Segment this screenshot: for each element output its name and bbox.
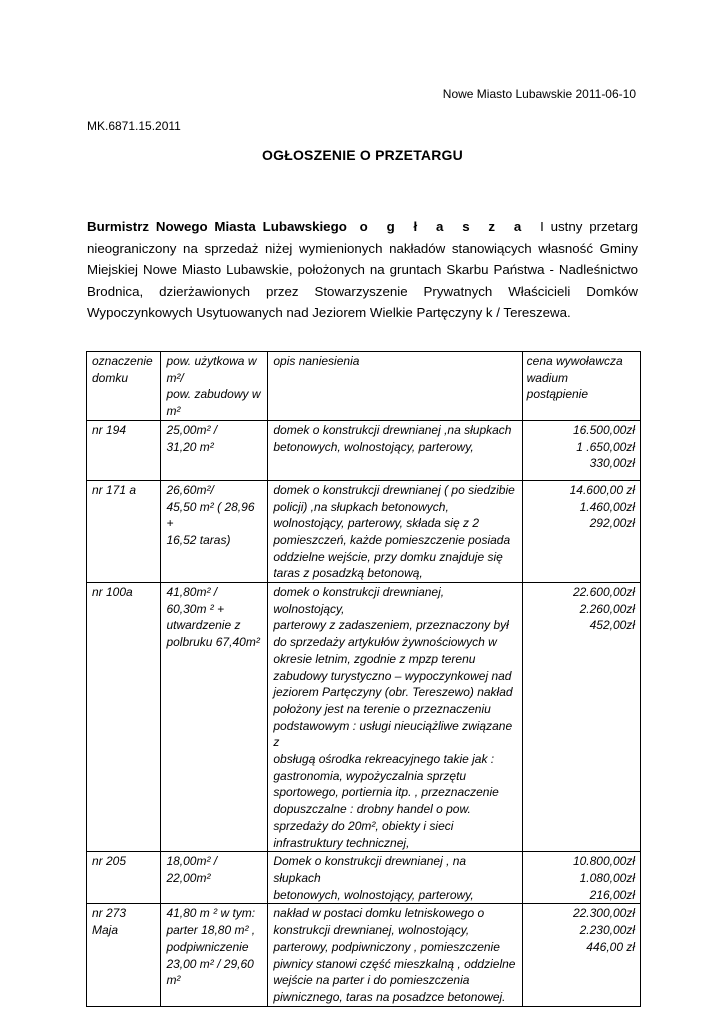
lot-description-line: parterowy, podpiwniczony , pomieszczenie xyxy=(273,939,500,954)
lot-prices-line: 10.800,00zł xyxy=(572,854,635,869)
table-row xyxy=(87,420,641,480)
lot-description-line: pomieszczeń, każde pomieszczenie posiada xyxy=(273,532,511,547)
lot-area-line: 22,00m² xyxy=(166,870,211,885)
lot-prices-line: 1 .650,00zł xyxy=(576,439,635,454)
lot-description-line: policji) ,na słupkach betonowych, xyxy=(273,499,449,514)
lot-area xyxy=(161,904,268,1006)
lot-id-line: nr 100a xyxy=(92,585,133,600)
lot-prices-line: 16.500,00zł xyxy=(572,422,635,437)
issuer: Burmistrz Nowego Miasta Lubawskiego xyxy=(87,219,347,234)
lot-description-line: sprzedaży do 20m², obiekty i sieci xyxy=(273,818,454,833)
lot-description-line: parterowy z zadaszeniem, przeznaczony był xyxy=(273,618,509,633)
lot-description-line: wolnostojący, parterowy, składa się z 2 xyxy=(273,516,479,531)
header-area-line: m² xyxy=(166,404,181,419)
lot-id-line: nr 171 a xyxy=(92,482,137,497)
table-row xyxy=(87,480,641,582)
reference-number: MK.6871.15.2011 xyxy=(87,119,181,133)
lot-prices xyxy=(522,852,640,904)
lot-description-line: piwnicy stanowi część mieszkalną , oddzielne xyxy=(273,956,516,971)
lot-id-line: nr 194 xyxy=(92,422,127,437)
lot-description-line: gastronomia, wypożyczalnia sprzętu xyxy=(273,768,467,783)
header-area-line: pow. zabudowy w xyxy=(166,387,261,402)
lot-prices-line: 1.460,00zł xyxy=(579,499,635,514)
lot-area-line: 41,80 m ² w tym: xyxy=(166,906,256,921)
lot-prices-line: 452,00zł xyxy=(589,618,635,633)
lot-description-line: obsługą ośrodka rekreacyjnego takie jak : xyxy=(273,752,495,767)
lot-prices-line: 1.080,00zł xyxy=(579,870,635,885)
lot-area-line: polbruku 67,40m² xyxy=(166,635,260,650)
lot-description-line: podstawowym : usługi nieuciążliwe związane z xyxy=(273,718,513,750)
lot-area-line: 31,20 m² xyxy=(166,439,214,454)
header-description xyxy=(268,352,522,421)
lot-area xyxy=(161,480,268,582)
lot-description-line: domek o konstrukcji drewnianej ,na słupkach xyxy=(273,422,512,437)
lot-area-line: 25,00m² / xyxy=(166,422,218,437)
lot-description-line: Domek o konstrukcji drewnianej , na słupkach xyxy=(273,854,467,885)
header-price-line: cena wywoławcza xyxy=(526,354,623,368)
lot-description-line: jeziorem Partęczyny (obr. Tereszewo) nakład xyxy=(273,685,513,700)
table-row xyxy=(87,904,641,1006)
header-description-line: opis naniesienia xyxy=(273,354,360,368)
lot-description-line: infrastruktury technicznej, xyxy=(273,835,410,850)
place-date: Nowe Miasto Lubawskie 2011-06-10 xyxy=(442,87,636,101)
lot-prices-line: 2.230,00zł xyxy=(579,923,635,938)
lot-prices-line: 330,00zł xyxy=(589,456,635,471)
lot-prices-line: 2.260,00zł xyxy=(579,601,635,616)
lot-description-line: położony jest na terenie o przeznaczeniu xyxy=(273,701,491,716)
lot-area-line: 26,60m²/ xyxy=(166,482,214,497)
lot-area xyxy=(161,852,268,904)
table-row xyxy=(87,583,641,852)
lot-description-line: okresie letnim, zgodnie z mpzp terenu xyxy=(273,651,476,666)
lot-prices xyxy=(522,904,640,1006)
lot-prices-line: 292,00zł xyxy=(589,516,635,531)
lot-description xyxy=(268,480,522,582)
lot-id xyxy=(87,904,161,1006)
lot-prices-line: 14.600,00 zł xyxy=(569,482,635,497)
lot-description-line: taras z posadzką betonową, xyxy=(273,566,423,581)
lot-id-line: nr 205 xyxy=(92,854,127,869)
header-price-line: postąpienie xyxy=(526,387,589,402)
lot-area-line: 18,00m² / xyxy=(166,854,218,869)
header-price xyxy=(522,352,640,421)
header-area xyxy=(161,352,268,421)
header-id xyxy=(87,352,161,421)
lot-id xyxy=(87,480,161,582)
lot-id-line: nr 273 xyxy=(92,906,127,921)
header-id-line: domku xyxy=(92,370,129,385)
lot-description xyxy=(268,420,522,480)
lot-description-line: konstrukcji drewnianej, wolnostojący, xyxy=(273,923,470,938)
header-area-line: pow. użytkowa w xyxy=(166,354,257,368)
lot-area-line: utwardzenie z xyxy=(166,618,241,633)
lot-area-line: parter 18,80 m² , xyxy=(166,923,256,938)
header-price-line: wadium xyxy=(526,370,568,385)
lot-description-line: betonowych, wolnostojący, parterowy, xyxy=(273,887,474,902)
lot-description-line: dopuszczalne : drobny handel o pow. xyxy=(273,802,471,817)
lots-table xyxy=(86,351,641,1007)
lot-prices-line: 216,00zł xyxy=(589,887,635,902)
lot-area-line: 45,50 m² ( 28,96 + xyxy=(166,499,255,531)
lot-area-line: m² xyxy=(166,973,181,988)
lot-area-line: 60,30m ² + xyxy=(166,601,225,616)
lot-description-line: sportowego, portiernia itp. , przeznaczenie xyxy=(273,785,499,800)
table-row xyxy=(87,852,641,904)
lot-area xyxy=(161,583,268,852)
lot-description xyxy=(268,904,522,1006)
lot-description xyxy=(268,852,522,904)
lot-prices-line: 22.600,00zł xyxy=(572,585,635,600)
lot-description-line: domek o konstrukcji drewnianej, wolnostojący, xyxy=(273,585,445,616)
lot-description-line: do sprzedaży artykułów żywnościowych w xyxy=(273,635,497,650)
lot-area-line: podpiwniczenie xyxy=(166,939,249,954)
lot-id xyxy=(87,852,161,904)
announce-verb: o g ł a s z a xyxy=(359,219,528,234)
lot-prices-line: 446,00 zł xyxy=(586,939,635,954)
lot-description-line: wejście na parter i do pomieszczenia xyxy=(273,973,470,988)
lot-area-line: 16,52 taras) xyxy=(166,532,231,547)
intro-paragraph xyxy=(87,216,638,324)
lot-area xyxy=(161,420,268,480)
lot-id xyxy=(87,420,161,480)
lot-area-line: 41,80m² / xyxy=(166,585,218,600)
lot-id xyxy=(87,583,161,852)
header-id-line: oznaczenie xyxy=(92,354,153,368)
intro-text: I ustny przetarg nieograniczony na sprzedaż niżej wymienionych nakładów stanowiących własność Gminy Miejskiej Nowe Miasto Lubawskie, położonych na gruntach Skarbu Państwa - Nadleśnictwo Brodnica, dzierżawionych przez Stowarzyszenie Prywatnych Właścicieli Domków Wypoczynkowych Usytuowanych nad Jeziorem Wielkie Partęczyny k / Tereszewa. xyxy=(87,219,638,320)
lot-description-line: zabudowy turystyczno – wypoczynkowej nad xyxy=(273,668,512,683)
table-header-row xyxy=(87,352,641,421)
lot-description-line: betonowych, wolnostojący, parterowy, xyxy=(273,439,474,454)
lot-id-line: Maja xyxy=(92,923,119,938)
lot-description xyxy=(268,583,522,852)
lot-area-line: 23,00 m² / 29,60 xyxy=(166,956,254,971)
lot-description-line: nakład w postaci domku letniskowego o xyxy=(273,906,485,921)
lot-prices xyxy=(522,583,640,852)
lot-description-line: piwnicznego, taras na posadzce betonowej. xyxy=(273,989,506,1004)
lot-description-line: domek o konstrukcji drewnianej ( po siedzibie xyxy=(273,482,515,497)
lot-prices xyxy=(522,420,640,480)
lot-prices xyxy=(522,480,640,582)
lot-prices-line: 22.300,00zł xyxy=(572,906,635,921)
page-title: OGŁOSZENIE O PRZETARGU xyxy=(262,147,463,163)
header-area-line: m²/ xyxy=(166,370,184,385)
lot-description-line: oddzielne wejście, przy domku znajduje się xyxy=(273,549,503,564)
